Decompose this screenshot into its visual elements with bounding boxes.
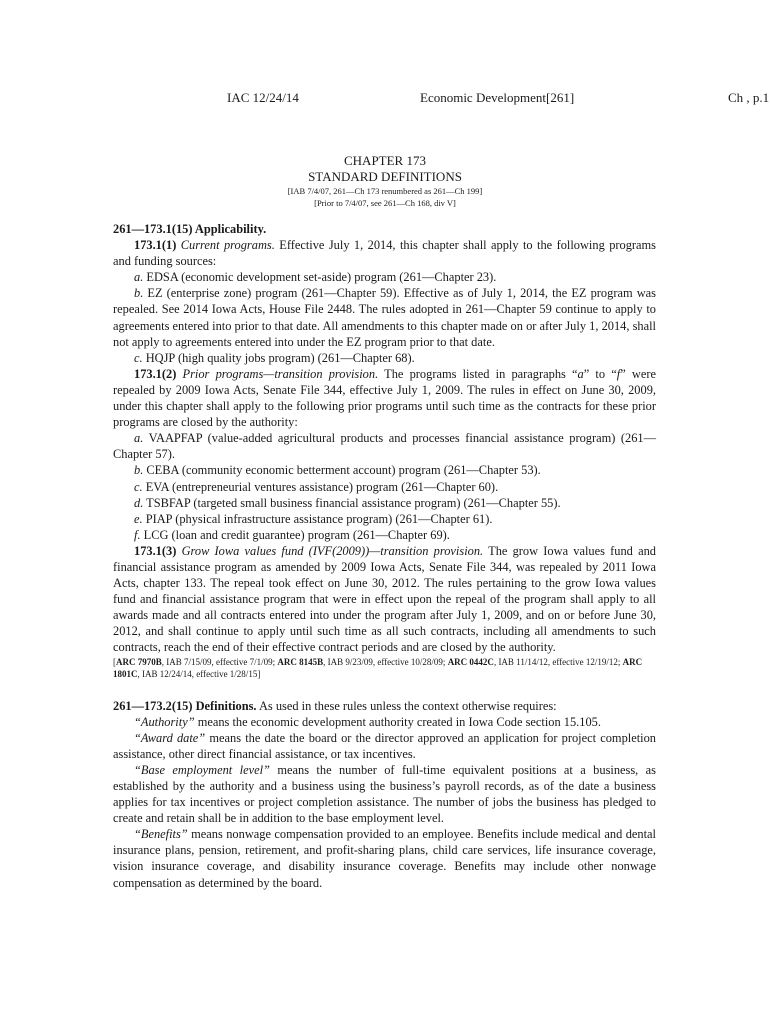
subrule-number: 173.1(2) — [134, 366, 177, 381]
rule-definitions — [113, 698, 656, 714]
arc-link: ARC 8145B — [277, 656, 324, 667]
subrule-title: Grow Iowa values fund (IVF(2009))—transition provision. — [181, 543, 484, 558]
definition-item — [113, 730, 656, 762]
definition-term: “Base employment level” — [134, 762, 270, 777]
subrule-title: Current programs. — [180, 238, 275, 253]
definition-term: “Benefits” — [134, 827, 188, 842]
subrule-title: Prior programs—transition provision. — [182, 366, 379, 381]
paragraph-item: e. PIAP (physical infrastructure assistance program) (261—Chapter 61). — [134, 511, 493, 526]
paragraph-item: d. TSBFAP (targeted small business financial assistance program) (261—Chapter 55). — [134, 495, 561, 510]
paragraph-item: a. VAAPFAP (value-added agricultural products and processes financial assistance program) (261—Chapter 57). — [113, 431, 657, 462]
subrule-text: The grow Iowa values fund and financial assistance program as amended by 2009 Iowa Acts, Senate File 344, was repealed by 2011 Iowa Acts, chapter 133. The repeal took effect on June 30, 2012. The rules pertaining to the grow Iowa values fund and financial assistance program that were in effect upon the repeal of the program shall apply to all awards made and all contracts entered into under the program after July 1, 2009, and on or before June 30, 2012, and shall continue to apply until such time as all such contracts, including all amendments to such contracts, reach the end of their effective contract periods and are closed by the authority. — [113, 543, 656, 655]
rule-heading-definitions: 261—173.2(15) Definitions. — [113, 698, 257, 713]
arc-link: ARC 1801C — [113, 656, 643, 679]
subrule-text: Effective July 1, 2014, this chapter shall apply to the following programs and funding sources: — [113, 238, 656, 269]
paragraph-item: b. EZ (enterprise zone) program (261—Chapter 59). Effective as of July 1, 2014, the EZ program was repealed. See 2014 Iowa Acts, House File 2448. The rules adopted in 261—Chapter 59 continue to apply to agreements entered into prior to that date. All amendments to this chapter made on or after July 1, 2014, shall not apply to agreements entered into under the EZ program prior to that date. — [113, 286, 656, 349]
chapter-note-renumbered: [IAB 7/4/07, 261—Ch 173 renumbered as 261—Ch 199] — [287, 186, 483, 196]
chapter-number: CHAPTER 173 — [344, 153, 426, 168]
paragraph-item: a. EDSA (economic development set-aside) program (261—Chapter 23). — [134, 270, 497, 285]
definition-item — [113, 826, 656, 890]
chapter-name: STANDARD DEFINITIONS — [308, 169, 462, 184]
header-page-number: Ch , p.1 — [728, 90, 770, 105]
document-body — [113, 221, 656, 891]
definition-item — [113, 762, 656, 826]
definition-term: “Award date” — [134, 730, 206, 745]
definition-text: means nonwage compensation provided to an employee. Benefits include medical and dental insurance plans, pension, retirement, and profit-sharing plans, child care services, life insurance coverage, vision insurance coverage, and disability insurance coverage. Benefits may include other nonwage compensation as determined by the board. — [113, 827, 656, 890]
arc-link: ARC 7970B — [116, 656, 162, 667]
definition-text: means the economic development authority created in Iowa Code section 15.105. — [194, 714, 601, 729]
section-gap — [113, 680, 656, 698]
paragraph-item: c. EVA (entrepreneurial ventures assistance) program (261—Chapter 60). — [134, 479, 499, 494]
paragraph-item: c. HQJP (high quality jobs program) (261—Chapter 68). — [134, 350, 415, 365]
subrule-prior-programs: 173.1(2) Prior programs—transition provision. The programs listed in paragraphs “a” to “f” were repealed by 2009 Iowa Acts, Senate File 344, effective July 1, 2009. The rules in effect on June 30, 2009, under this chapter shall apply to the following prior programs until such time as the contracts for these prior programs are closed by the authority: — [113, 366, 656, 430]
chapter-title-block — [0, 153, 770, 209]
definition-item — [113, 714, 656, 730]
rule-heading-applicability: 261—173.1(15) Applicability. — [113, 222, 267, 236]
history-note: [ARC 7970B, IAB 7/15/09, effective 7/1/09; ARC 8145B, IAB 9/23/09, effective 10/28/09; ARC 0442C, IAB 11/14/12, effective 12/19/12; ARC 1801C, IAB 12/24/14, effective 1/28/15] — [113, 656, 643, 679]
subrule-ivf-transition — [113, 543, 656, 656]
definition-text: means the number of full-time equivalent positions at a business, as established by the authority and a business using the business’s payroll records, as of the date a business applies for tax incentives or project completion assistance. The number of jobs the business has pledged to create and retain shall be in addition to the base employment level. — [113, 762, 656, 826]
paragraph-item: f. LCG (loan and credit guarantee) program (261—Chapter 69). — [134, 527, 450, 542]
subrule-number: 173.1(3) — [134, 543, 177, 558]
definitions-intro: As used in these rules unless the context otherwise requires: — [258, 698, 557, 713]
definition-text: means the date the board or the director approved an application for project completion assistance, other direct financial assistance, or tax incentives. — [113, 730, 656, 761]
subrule-current-programs — [113, 237, 656, 269]
paragraph-item: b. CEBA (community economic betterment account) program (261—Chapter 53). — [134, 463, 541, 478]
header-agency: Economic Development[261] — [420, 90, 575, 105]
arc-link: ARC 0442C — [447, 656, 494, 667]
header-date: IAC 12/24/14 — [227, 90, 299, 105]
chapter-note-prior: [Prior to 7/4/07, see 261—Ch 168, div V] — [314, 198, 456, 208]
subrule-number: 173.1(1) — [134, 238, 177, 253]
definition-term: “Authority” — [134, 714, 195, 729]
